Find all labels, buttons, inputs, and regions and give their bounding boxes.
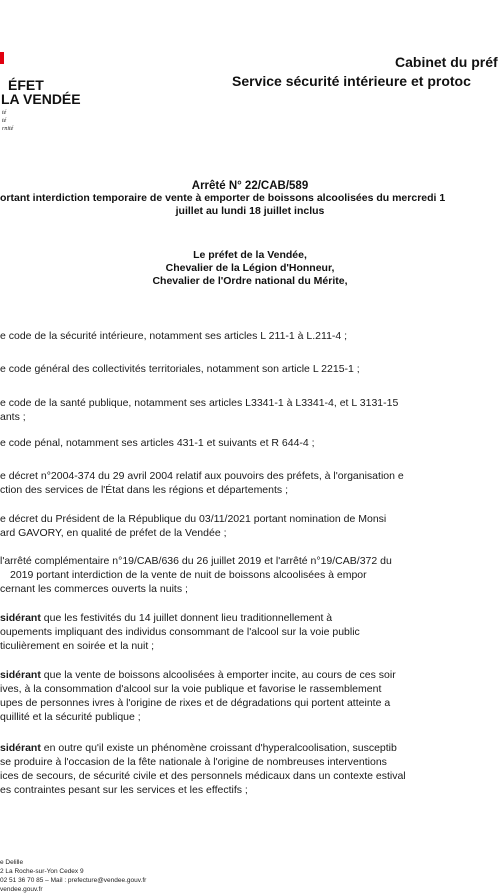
considerant-line: ives, à la consommation d'alcool sur la voie publique et favorise le rassemblement: [0, 683, 382, 695]
considerant-line: [0, 741, 500, 755]
considerant-text: que les festivités du 14 juillet donnent lieu traditionnellement à: [40, 612, 333, 624]
visa-paragraph: [0, 512, 500, 540]
visa-paragraph: [0, 436, 500, 450]
considerant-line: [0, 668, 500, 682]
considerant-line: ticulièrement en soirée et la nuit ;: [0, 640, 155, 652]
considerant-line: [0, 611, 500, 625]
visa-line: e code de la santé publique, notamment ses articles L3341-1 à L3341-4, et L 3131-15: [0, 397, 399, 409]
visa-line: l'arrêté complémentaire n°19/CAB/636 du 26 juillet 2019 et l'arrêté n°19/CAB/372 du: [0, 555, 392, 567]
page-footer: [0, 858, 146, 894]
visa-paragraph: [0, 329, 500, 343]
prefet-distinction-2: Chevalier de l'Ordre national du Mérite,: [152, 275, 348, 287]
logo-line-2: LA VENDÉE: [1, 91, 81, 107]
visa-line: e code pénal, notamment ses articles 431-1 et suivants et R 644-4 ;: [0, 437, 315, 449]
motto-line-1: té: [2, 110, 7, 116]
considerant-paragraph: [0, 741, 500, 797]
footer-contact: 02 51 36 70 85 – Mail : prefecture@vendee.gouv.fr: [0, 877, 147, 884]
visa-line: e décret du Président de la République du 03/11/2021 portant nomination de Monsi: [0, 513, 387, 525]
arrete-number: Arrêté N° 22/CAB/589: [191, 180, 309, 192]
cabinet-title: Cabinet du préf: [395, 54, 498, 70]
considerant-keyword: sidérant: [0, 612, 41, 624]
motto-line-3: rnité: [2, 126, 14, 132]
visa-line: e code de la sécurité intérieure, notamment ses articles L 211-1 à L.211-4 ;: [0, 330, 348, 342]
considerant-keyword: sidérant: [0, 742, 41, 754]
arrete-subject-line-2: juillet au lundi 18 juillet inclus: [175, 205, 325, 217]
footer-website: vendee.gouv.fr: [0, 886, 43, 893]
considerant-paragraph: [0, 611, 500, 653]
prefet-title: Le préfet de la Vendée,: [193, 249, 307, 261]
visa-paragraph: [0, 396, 500, 424]
considerant-keyword: sidérant: [0, 669, 41, 681]
subject-line-1-text: ortant interdiction temporaire de vente à emporter de boissons alcoolisées du mercredi 1: [0, 192, 446, 204]
visa-line: ants ;: [0, 411, 26, 423]
visa-paragraph: [0, 554, 500, 596]
motto-line-2: té: [2, 118, 7, 124]
service-title: Service sécurité intérieure et protoc: [232, 73, 471, 89]
considerant-line: ices de secours, de sécurité civile et des personnels médicaux dans un contexte estival: [0, 770, 406, 782]
prefet-distinction-1: Chevalier de la Légion d'Honneur,: [165, 262, 335, 274]
considerant-line: oupements impliquant des individus consommant de l'alcool sur la voie public: [0, 626, 360, 638]
visa-paragraph: [0, 469, 500, 497]
footer-address: e Delille: [0, 859, 24, 866]
considerant-text: que la vente de boissons alcoolisées à emporter incite, au cours de ces soir: [40, 669, 396, 681]
visa-line: e décret n°2004-374 du 29 avril 2004 relatif aux pouvoirs des préfets, à l'organisation e: [0, 470, 404, 482]
considerant-text: en outre qu'il existe un phénomène croissant d'hyperalcoolisation, susceptib: [40, 742, 397, 754]
visa-line: cernant les commerces ouverts la nuits ;: [0, 583, 188, 595]
visa-line: ction des services de l'État dans les régions et départements ;: [0, 484, 288, 496]
visa-line: 2019 portant interdiction de la vente de nuit de boissons alcoolisées à empor: [10, 569, 367, 581]
marianne-logo-mark: [0, 52, 4, 64]
visa-line: e code général des collectivités territoriales, notamment son article L 2215-1 ;: [0, 363, 360, 375]
considerant-line: quillité et la sécurité publique ;: [0, 711, 141, 723]
considerant-line: se produire à l'occasion de la fête nationale à l'origine de nombreuses interventions: [0, 756, 387, 768]
logo-line-1: ÉFET: [8, 77, 44, 93]
footer-city: 2 La Roche-sur-Yon Cedex 9: [0, 868, 84, 875]
visa-line: ard GAVORY, en qualité de préfet de la Vendée ;: [0, 527, 227, 539]
visa-paragraph: [0, 362, 500, 376]
considerant-line: es contraintes pesant sur les services et les effectifs ;: [0, 784, 248, 796]
considerant-paragraph: [0, 668, 500, 724]
considerant-line: upes de personnes ivres à l'origine de rixes et de dégradations qui portent atteinte a: [0, 697, 391, 709]
